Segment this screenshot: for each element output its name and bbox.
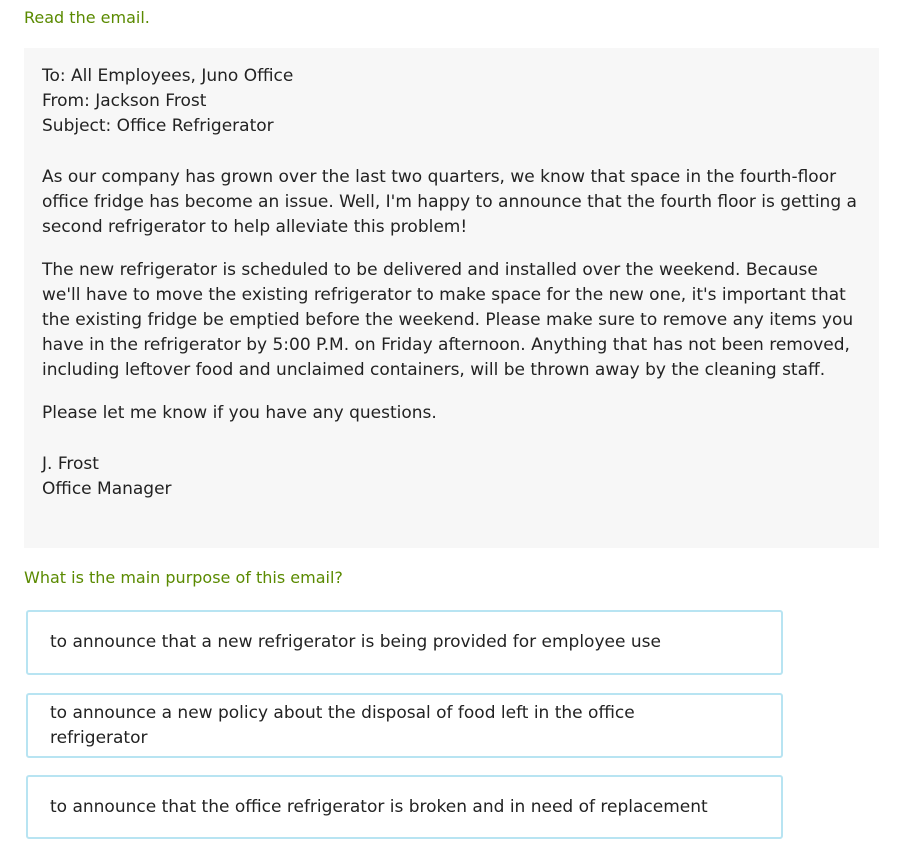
answer-option-label: to announce that the office refrigerator is broken and in need of replacement (50, 796, 708, 817)
email-headers (42, 64, 861, 139)
instruction-text: Read the email. (24, 8, 150, 27)
answer-option-label: to announce a new policy about the disposal of food left in the office refrigerator (50, 702, 635, 748)
signature-name: J. Frost (42, 454, 99, 474)
answer-option-b[interactable] (26, 693, 783, 758)
answer-option-a[interactable] (26, 610, 783, 675)
signature-title: Office Manager (42, 479, 172, 499)
email-paragraph: Please let me know if you have any questions. (42, 403, 437, 423)
email-to: To: All Employees, Juno Office (42, 66, 294, 86)
email-signature (42, 452, 861, 502)
email-subject: Subject: Office Refrigerator (42, 116, 274, 136)
question-text: What is the main purpose of this email? (24, 568, 343, 587)
email-paragraph: The new refrigerator is scheduled to be delivered and installed over the weekend. Because we'll have to move the existing refrigerator to make space for the new one, it's important that the existing fridge be emptied before the weekend. Please make sure to remove any items you have in the refrigerator by 5:00 P.M. on Friday afternoon. Anything that has not been removed, including leftover food and unclaimed containers, will be thrown away by the cleaning staff. (42, 260, 854, 380)
email-from: From: Jackson Frost (42, 91, 207, 111)
answer-option-label: to announce that a new refrigerator is being provided for employee use (50, 632, 661, 652)
email-paragraph: As our company has grown over the last two quarters, we know that space in the fourth-floor office fridge has become an issue. Well, I'm happy to announce that the fourth floor is getting a second refrigerator to help alleviate this problem! (42, 167, 857, 237)
email-panel (24, 48, 879, 548)
answer-option-c[interactable] (26, 775, 783, 839)
